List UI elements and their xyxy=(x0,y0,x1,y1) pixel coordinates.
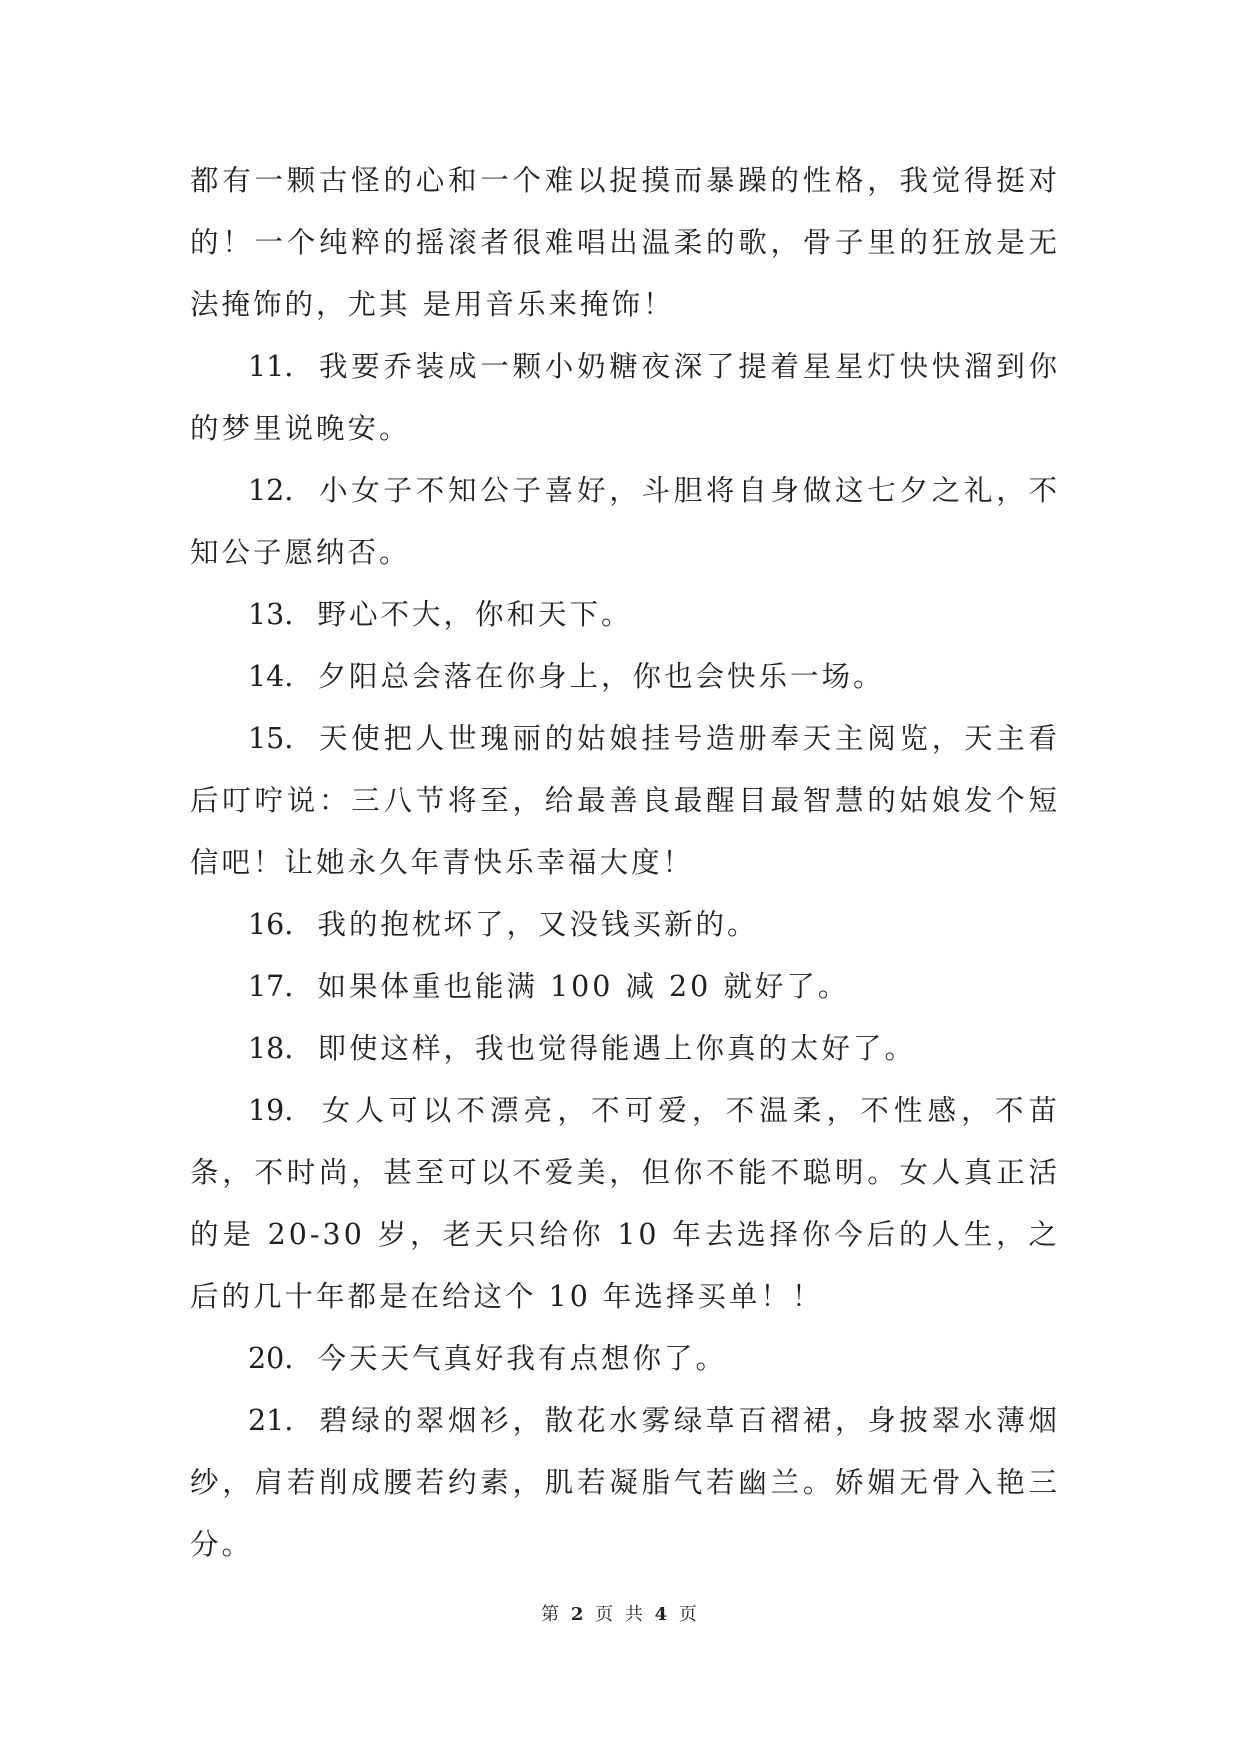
item-number: 13. xyxy=(248,598,294,631)
item-text: 今天天气真好我有点想你了。 xyxy=(317,1342,727,1375)
item-number: 17. xyxy=(248,970,294,1003)
item-number: 11. xyxy=(248,350,294,383)
list-item-19 xyxy=(190,1080,1060,1328)
item-number: 15. xyxy=(248,722,294,755)
item-text: 如果体重也能满 100 减 20 就好了。 xyxy=(317,970,850,1003)
item-number: 14. xyxy=(248,660,294,693)
item-text: 夕阳总会落在你身上，你也会快乐一场。 xyxy=(317,660,885,693)
item-text: 女人可以不漂亮，不可爱，不温柔，不性感，不苗条，不时尚，甚至可以不爱美，但你不能不聪明。女人真正活的是 20-30 岁，老天只给你 10 年去选择你今后的人生，之后的几十年都是在给这个 10 年选择买单！！ xyxy=(190,1094,1060,1313)
item-number: 20. xyxy=(248,1342,294,1375)
footer-prefix: 第 xyxy=(541,1604,563,1625)
item-text: 碧绿的翠烟衫，散花水雾绿草百褶裙，身披翠水薄烟纱，肩若削成腰若约素，肌若凝脂气若幽兰。娇媚无骨入艳三分。 xyxy=(190,1404,1060,1561)
list-item-14 xyxy=(190,646,1060,708)
total-page-count: 4 xyxy=(654,1604,671,1625)
item-number: 21. xyxy=(248,1404,294,1437)
page-footer xyxy=(0,1600,1241,1626)
list-item-21 xyxy=(190,1390,1060,1576)
list-item-12 xyxy=(190,460,1060,584)
list-item-17 xyxy=(190,956,1060,1018)
item-text: 我的抱枕坏了，又没钱买新的。 xyxy=(317,908,759,941)
item-text: 天使把人世瑰丽的姑娘挂号造册奉天主阅览，天主看后叮咛说：三八节将至，给最善良最醒目最智慧的姑娘发个短信吧！让她永久年青快乐幸福大度！ xyxy=(190,722,1060,879)
item-text: 我要乔装成一颗小奶糖夜深了提着星星灯快快溜到你的梦里说晚安。 xyxy=(190,350,1060,445)
list-item-20 xyxy=(190,1328,1060,1390)
item-text: 野心不大，你和天下。 xyxy=(317,598,633,631)
list-item-16 xyxy=(190,894,1060,956)
body-text xyxy=(190,150,1060,1576)
list-item-15 xyxy=(190,708,1060,894)
item-text: 即使这样，我也觉得能遇上你真的太好了。 xyxy=(317,1032,916,1065)
item-number: 12. xyxy=(248,474,294,507)
item-number: 18. xyxy=(248,1032,294,1065)
footer-suffix: 页 xyxy=(678,1604,700,1625)
item-number: 19. xyxy=(248,1094,294,1127)
list-item-18 xyxy=(190,1018,1060,1080)
current-page-number: 2 xyxy=(570,1604,587,1625)
footer-middle: 页 共 xyxy=(595,1604,646,1625)
list-item-13 xyxy=(190,584,1060,646)
item-number: 16. xyxy=(248,908,294,941)
item-text: 小女子不知公子喜好，斗胆将自身做这七夕之礼，不知公子愿纳否。 xyxy=(190,474,1060,569)
list-item-11 xyxy=(190,336,1060,460)
paragraph-continued: 都有一颗古怪的心和一个难以捉摸而暴躁的性格，我觉得挺对的！一个纯粹的摇滚者很难唱出温柔的歌，骨子里的狂放是无法掩饰的，尤其 是用音乐来掩饰！ xyxy=(190,164,1060,321)
